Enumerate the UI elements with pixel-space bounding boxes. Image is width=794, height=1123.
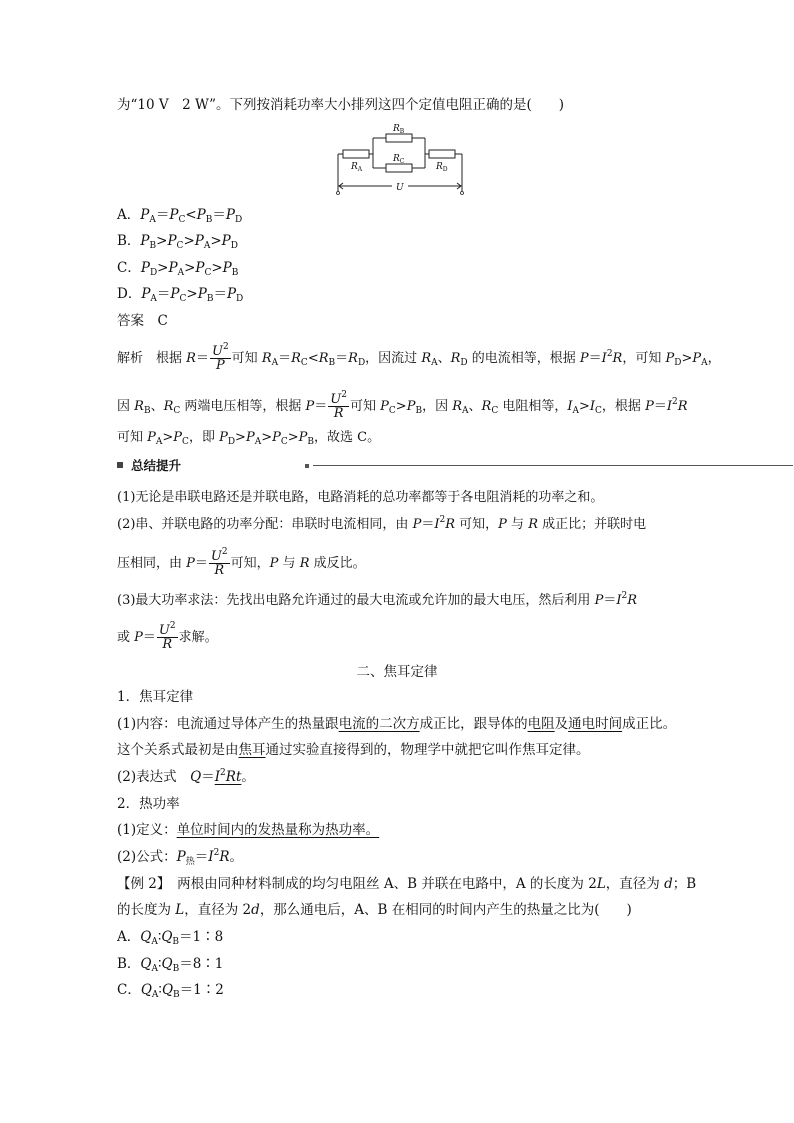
summary-p2-line2: 压相同，由 P＝ $\frac{U^2}{R}$ 可知，P 与 R 成反比。	[117, 547, 366, 578]
expression: (2)表达式 $Q=I^2Rt$。	[117, 768, 255, 785]
section-heading: 二、焦耳定律	[356, 664, 438, 680]
formula: (2)公式：$P_热=I^2R$。	[117, 848, 243, 867]
definition: (1)定义：单位时间内的发热量称为热功率。	[117, 822, 380, 838]
summary-p3-line2: 或 P＝ $\frac{U^2}{R}$ 求解。	[117, 621, 218, 652]
summary-p2-line1: (2)串、并联电路的功率分配：串联时电流相同，由 $P=I^2R$ 可知，P 与 R 成正比；并联时电	[117, 515, 647, 532]
summary-p1: (1)无论是串联电路还是并联电路，电路消耗的总功率都等于各电阻消耗的功率之和。	[117, 490, 604, 505]
resistor-d	[429, 150, 455, 158]
header-rule	[313, 465, 793, 466]
content-line-1: (1)内容：电流通过导体产生的热量跟电流的二次方成正比，跟导体的电阻及通电时间成正比。	[117, 716, 677, 732]
answer: 答案 C	[117, 313, 168, 329]
svg-text:RB: $R_B$	[393, 124, 405, 135]
option-a: A．$P_A=P_C<P_B=P_D$	[117, 207, 243, 225]
example2-option-b: B．$Q_A∶Q_B=8∶1$	[117, 956, 224, 974]
item-heat-power: 2．热功率	[117, 796, 180, 812]
item-joule-law: 1．焦耳定律	[117, 689, 194, 705]
question-stem: 为“10 V 2 W”。下列按消耗功率大小排列这四个定值电阻正确的是( )	[117, 97, 565, 113]
analysis-line-2: 因 $R_B$、$R_C$ 两端电压相等，根据 P＝ $\frac{U^2}{R}$ 可知 $P_C>P_B$，因 $R_A$、$R_C$ 电阻相等，$I_A>I_C$，根据 $P=I^2R$	[117, 390, 688, 421]
resistor-c	[386, 164, 412, 172]
svg-text:RD: $R_D$	[436, 162, 448, 173]
summary-header: 总结提升	[117, 459, 677, 473]
option-b: B．$P_B>P_C>P_A>P_D$	[117, 233, 238, 251]
option-c: C．$P_D>P_A>P_C>P_B$	[117, 260, 239, 278]
svg-text:U: U	[396, 183, 404, 193]
header-dot-icon	[305, 464, 309, 468]
content-line-2: 这个关系式最初是由焦耳通过实验直接得到的，物理学中就把它叫作焦耳定律。	[117, 742, 590, 758]
example2-option-c: C．$Q_A∶Q_B=1∶2$	[117, 982, 224, 1000]
option-d: D．$P_A=P_C>P_B=P_D$	[117, 286, 244, 304]
example2-line-1: 【例 2】 两根由同种材料制成的均匀电阻丝 A、B 并联在电路中，A 的长度为 2L，直径为 d；B	[117, 876, 697, 892]
square-bullet-icon	[117, 462, 123, 468]
svg-text:RA: $R_A$	[351, 162, 363, 173]
resistor-b	[386, 134, 412, 142]
circuit-diagram	[336, 120, 466, 200]
resistor-a	[343, 150, 369, 158]
summary-p3-line1: (3)最大功率求法：先找出电路允许通过的最大电流或允许加的最大电压，然后利用 $P=I^2R$	[117, 591, 637, 608]
example2-option-a: A．$Q_A∶Q_B=1∶8$	[117, 929, 224, 947]
analysis-line-3: 可知 $P_A>P_C$，即 $P_D>P_A>P_C>P_B$，故选 C。	[117, 430, 381, 447]
analysis-line-1: 解析 根据 R＝ $\frac{U^2}{P}$ 可知 $R_A=R_C<R_B=R_D$，因流过 $R_A$、$R_D$ 的电流相等，根据 $P=I^2R$，可知 $P_D>P_A$，	[117, 342, 721, 373]
example2-line-2: 的长度为 L，直径为 2d，那么通电后，A、B 在相同的时间内产生的热量之比为( )	[117, 902, 632, 918]
svg-text:RC: $R_C$	[393, 154, 405, 165]
